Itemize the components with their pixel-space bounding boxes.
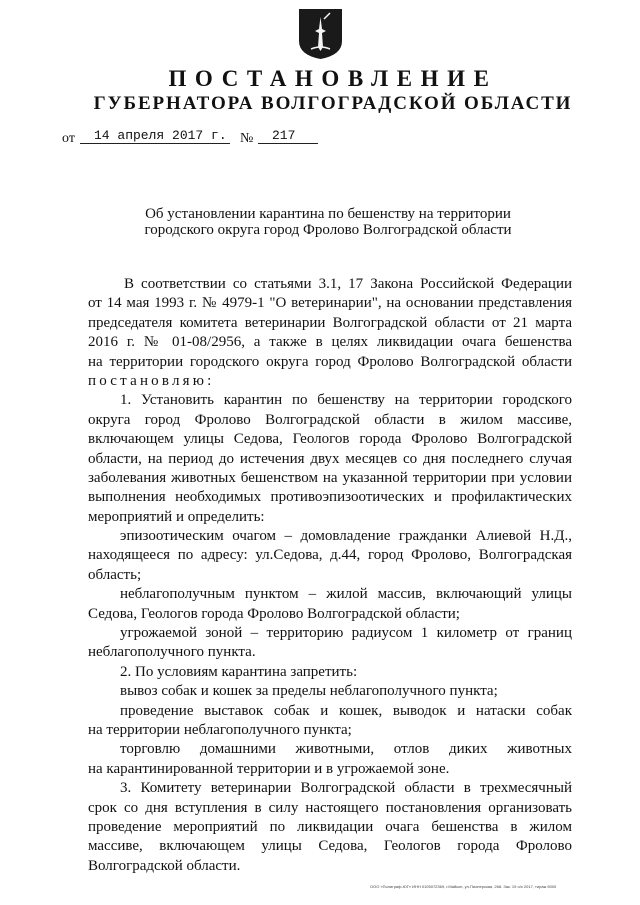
body-line: проведение выставок собак и кошек, выводок и натаски собак [120,702,572,719]
body-line: проведение мероприятий по ликвидации очага бешенства в жилом [88,818,572,835]
body-line: В соответствии со статьями 3.1, 17 Закона Российской Федерации [124,276,572,292]
printer-imprint: ООО «Полиграф-ЮГ» ИНН 0105072369, г.Майкоп, ул.Пионерская, 268. Зак. 19 о/с 2017, тираж 5000 [370,884,557,889]
body-line: Седова, Геологов города Фролово Волгоградской области; [88,605,460,622]
body-line: срок со дня вступления в силу настоящего постановления организовать [88,799,572,816]
document-title: ПОСТАНОВЛЕНИЕ [168,66,498,91]
body-line: на карантинированной территории и в угрожаемой зоне. [88,760,450,777]
document-body [88,275,572,876]
document-subject [0,206,640,238]
number-label: № [240,131,254,146]
body-line: округа город Фролово Волгоградской области в жилом массиве, [88,411,572,428]
body-line: области, на период до истечения двух месяцев со дня последнего случая [88,450,572,467]
body-line: вывоз собак и кошек за пределы неблагополучного пункта; [120,683,498,700]
body-line: на территории городского округа город Фролово Волгоградской области [88,353,572,370]
date-label: от [62,131,75,146]
body-line: область; [88,566,142,583]
body-line: председателя комитета ветеринарии Волгоградской области от 21 марта [88,314,572,331]
document-date: 14 апреля 2017 г. [80,127,230,144]
document-number: 217 [258,127,318,144]
body-line: находящееся по адресу: ул.Седова, д.44, город Фролово, Волгоградская [88,547,572,564]
body-line: мероприятий и определить: [88,508,265,525]
body-line: 3. Комитету ветеринарии Волгоградской области в трехмесячный [120,780,572,797]
body-line: постановляю: [88,372,215,389]
body-line: включающем улицы Седова, Геологов города Фролово Волгоградской [88,431,572,448]
subject-line: городского округа город Фролово Волгоградской области [144,222,512,238]
body-line: массиве, включающем улицы Седова, Геологов города Фролово [88,838,572,855]
document-issuer: ГУБЕРНАТОРА ВОЛГОГРАДСКОЙ ОБЛАСТИ [93,93,573,114]
body-line: 1. Установить карантин по бешенству на территории городского [120,392,572,409]
body-line: заболевания животных бешенством на указанной территории при условии [88,469,572,486]
body-line: 2. По условиям карантина запретить: [120,663,358,680]
body-line: 2016 г. № 01-08/2956, а также в целях ликвидации очага бешенства [88,334,572,351]
body-line: неблагополучного пункта. [88,644,256,661]
body-line: эпизоотическим очагом – домовладение гражданки Алиевой Н.Д., [120,528,572,545]
coat-of-arms-emblem [297,7,344,60]
body-line: неблагополучным пунктом – жилой массив, включающий улицы [120,586,572,603]
body-line: Волгоградской области. [88,857,241,874]
body-line: от 14 мая 1993 г. № 4979-1 "О ветеринарии", на основании представления [88,295,572,312]
body-line: угрожаемой зоной – территорию радиусом 1 километр от границ [120,625,572,642]
subject-line: Об установлении карантина по бешенству на территории [145,206,511,222]
body-line: выполнения необходимых противоэпизоотических и профилактических [88,489,572,506]
body-line: на территории неблагополучного пункта; [88,721,352,738]
body-line: торговлю домашними животными, отлов диких животных [120,741,572,758]
